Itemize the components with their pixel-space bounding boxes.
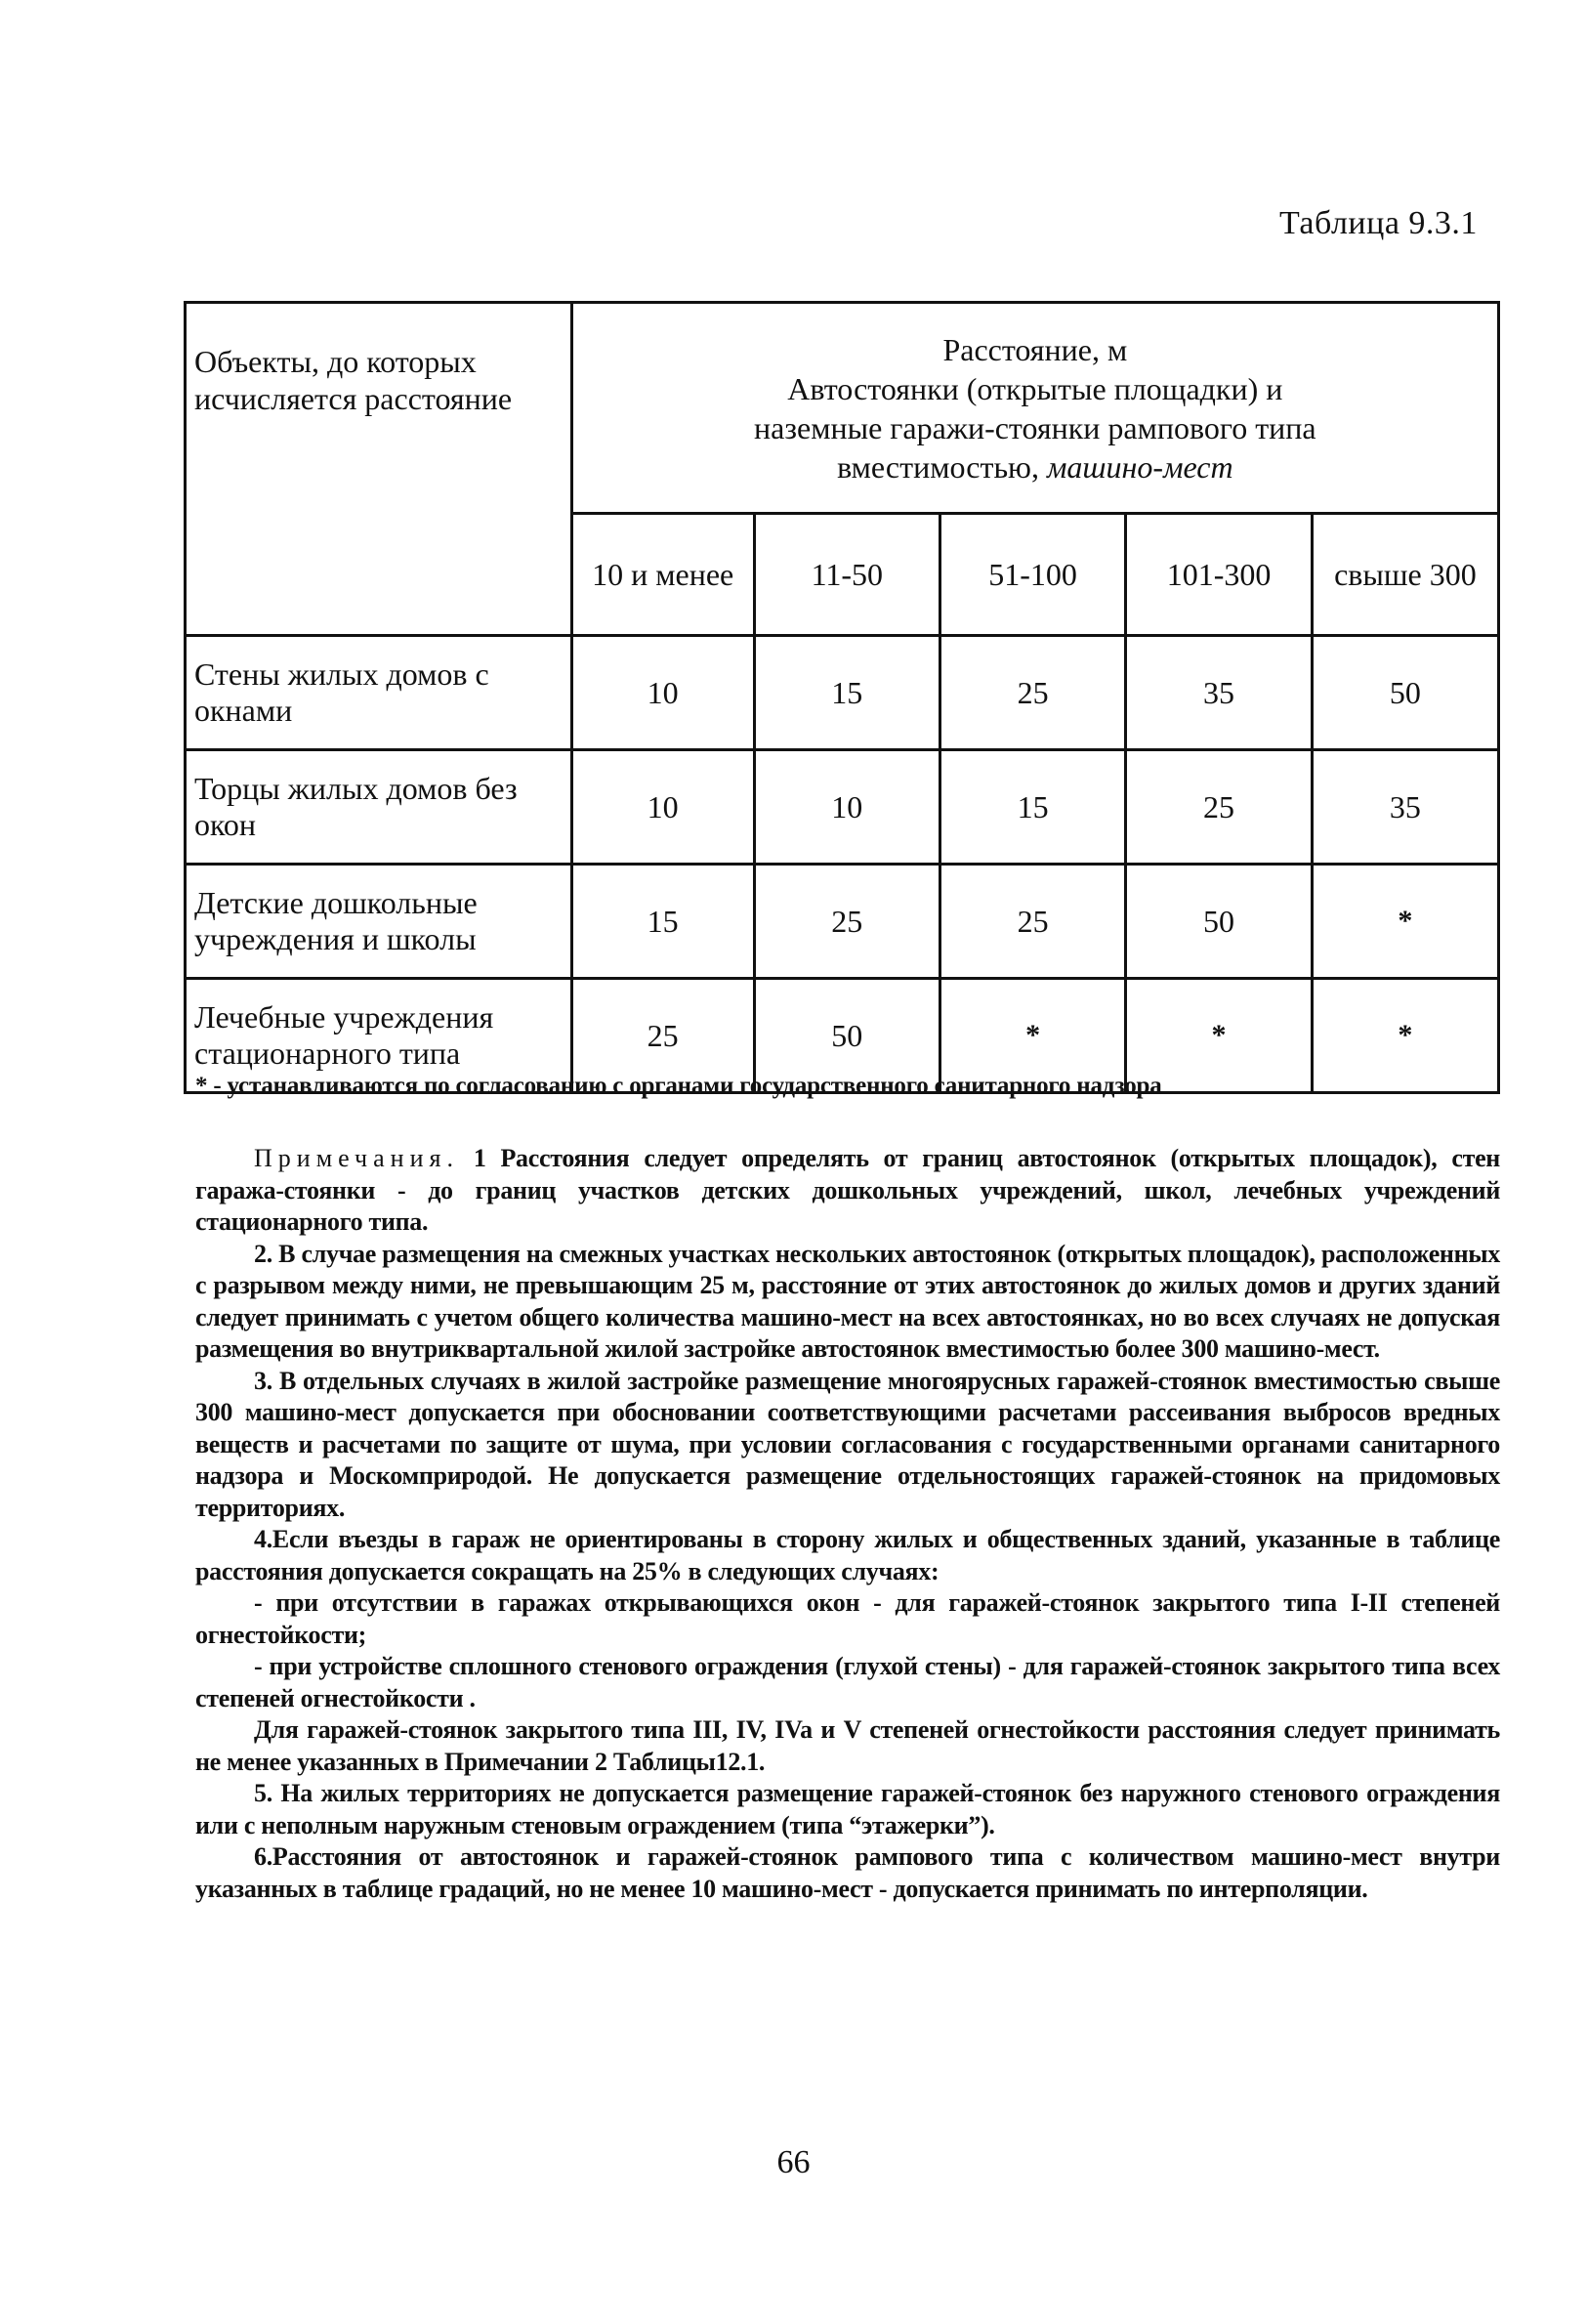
notes-heading: Примечания. bbox=[254, 1144, 459, 1172]
note-3: 3. В отдельных случаях в жилой застройке размещение многоярусных гаражей-стоянок вместимостью свыше 300 машино-мест допускается при обосновании соответствующими расчетами рассеивания выбросов вредных веществ и расчетами по защите от шума, при условии согласования с государственными органами санитарного надзора и Москомприродой. Не допускается размещение отдельностоящих гаражей-стоянок на придомовых территориях. bbox=[195, 1366, 1500, 1522]
table-cell: 10 bbox=[571, 750, 754, 865]
table-cell: 15 bbox=[571, 865, 754, 979]
note-4a: - при отсутствии в гаражах открывающихся окон - для гаражей-стоянок закрытого типа I-II степеней огнестойкости; bbox=[195, 1588, 1500, 1649]
note-6: 6.Расстояния от автостоянок и гаражей-стоянок рампового типа с количеством машино-мест внутри указанных в таблице градаций, но не менее 10 машино-мест - допускается принимать по интерполяции. bbox=[195, 1842, 1500, 1903]
table-footnote: * - устанавливаются по согласованию с органами государственного санитарного надзора bbox=[195, 1073, 1162, 1099]
table-cell: 25 bbox=[754, 865, 940, 979]
distance-table bbox=[184, 301, 1500, 1094]
group-header-line1: Автостоянки (открытые площадки) и bbox=[787, 370, 1283, 406]
table-row bbox=[186, 636, 1499, 750]
row-label: Стены жилых домов с окнами bbox=[186, 636, 572, 750]
table-cell: * bbox=[940, 979, 1125, 1093]
table-title: Таблица 9.3.1 bbox=[1279, 205, 1478, 241]
notes-section bbox=[195, 1143, 1500, 1905]
group-header-line3 bbox=[583, 447, 1487, 486]
table-cell: 50 bbox=[754, 979, 940, 1093]
table-cell: 10 bbox=[571, 636, 754, 750]
group-header-line2: наземные гаражи-стоянки рампового типа bbox=[754, 409, 1316, 445]
note-1-text: 1 Расстояния следует определять от границ автостоянок (открытых площадок), стен гаража-стоянки - до границ участков детских дошкольных учреждений, школ, лечебных учреждений стационарного типа. bbox=[195, 1144, 1500, 1236]
objects-header: Объекты, до которых исчисляется расстояние bbox=[186, 303, 572, 636]
table-cell: 35 bbox=[1312, 750, 1498, 865]
table-row bbox=[186, 750, 1499, 865]
table-cell: 15 bbox=[940, 750, 1125, 865]
table-cell: 10 bbox=[754, 750, 940, 865]
row-label: Лечебные учреждения стационарного типа bbox=[186, 979, 572, 1093]
row-label: Торцы жилых домов без окон bbox=[186, 750, 572, 865]
note-4b: - при устройстве сплошного стенового ограждения (глухой стены) - для гаражей-стоянок закрытого типа всех степеней огнестойкости . bbox=[195, 1652, 1500, 1712]
table-cell: 25 bbox=[571, 979, 754, 1093]
note-4c: Для гаражей-стоянок закрытого типа III, IV, IVa и V степеней огнестойкости расстояния следует принимать не менее указанных в Примечании 2 Таблицы12.1. bbox=[195, 1715, 1500, 1776]
note-1 bbox=[195, 1143, 1500, 1239]
note-2: 2. В случае размещения на смежных участках нескольких автостоянок (открытых площадок), расположенных с разрывом между ними, не превышающим 25 м, расстояние от этих автостоянок до жилых домов и других зданий следует принимать с учетом общего количества машино-мест на всех автостоянках, но во всех случаях не допуская размещения во внутриквартальной жилой застройке автостоянок вместимостью более 300 машино-мест. bbox=[195, 1239, 1500, 1363]
note-5: 5. На жилых территориях не допускается размещение гаражей-стоянок без наружного стенового ограждения или с неполным наружным стеновым ограждением (типа “этажерки”). bbox=[195, 1779, 1500, 1839]
table-cell: * bbox=[1126, 979, 1313, 1093]
row-label: Детские дошкольные учреждения и школы bbox=[186, 865, 572, 979]
table-cell: * bbox=[1312, 865, 1498, 979]
group-header-unit: машино-мест bbox=[1046, 448, 1233, 485]
table-cell: 25 bbox=[940, 865, 1125, 979]
note-4: 4.Если въезды в гараж не ориентированы в сторону жилых и общественных зданий, указанные в таблице расстояния допускается сокращать на 25% в следующих случаях: bbox=[195, 1525, 1500, 1585]
group-header-capacity: вместимостью, bbox=[837, 448, 1039, 485]
distance-header: Расстояние, м bbox=[942, 331, 1128, 367]
table-cell: 25 bbox=[940, 636, 1125, 750]
table-cell: 35 bbox=[1126, 636, 1313, 750]
capacity-col-2: 11-50 bbox=[754, 514, 940, 636]
table-cell: 50 bbox=[1126, 865, 1313, 979]
capacity-col-5: свыше 300 bbox=[1312, 514, 1498, 636]
table-cell: 50 bbox=[1312, 636, 1498, 750]
table-cell: 15 bbox=[754, 636, 940, 750]
table-cell: * bbox=[1312, 979, 1498, 1093]
page-number: 66 bbox=[776, 2144, 811, 2180]
capacity-col-1: 10 и менее bbox=[571, 514, 754, 636]
capacity-col-3: 51-100 bbox=[940, 514, 1125, 636]
table-row bbox=[186, 865, 1499, 979]
capacity-col-4: 101-300 bbox=[1126, 514, 1313, 636]
distance-group-header bbox=[571, 303, 1498, 514]
table-cell: 25 bbox=[1126, 750, 1313, 865]
